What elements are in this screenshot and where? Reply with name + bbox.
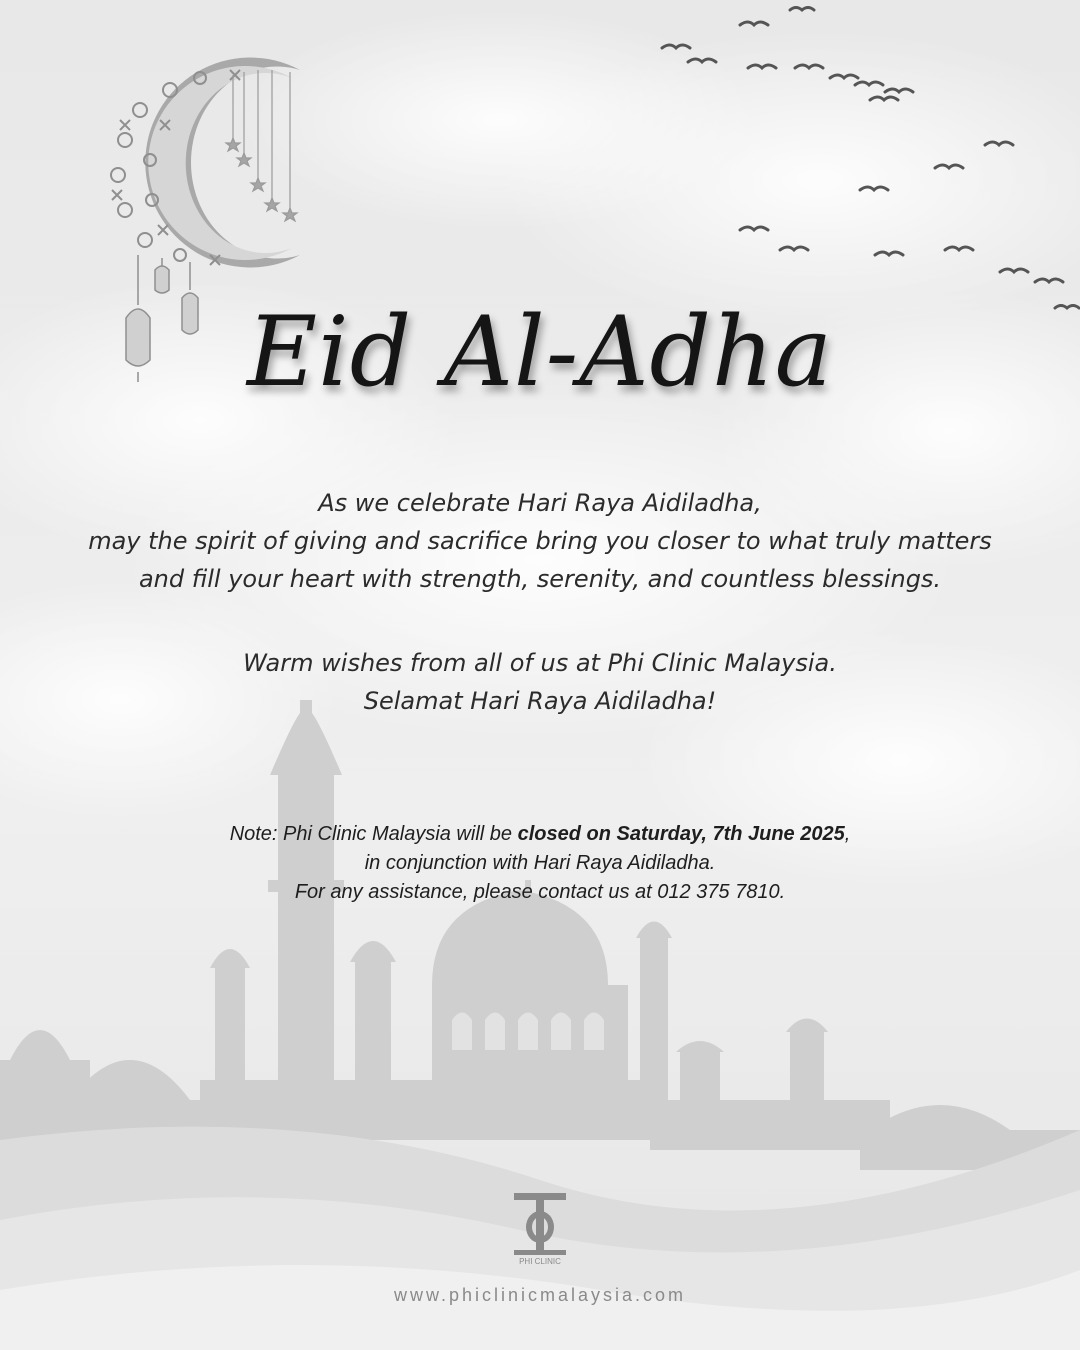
note-prefix: Note: Phi Clinic Malaysia will be [229, 823, 518, 845]
message-line: Warm wishes from all of us at Phi Clinic Malaysia. [243, 649, 837, 677]
message-line: may the spirit of giving and sacrifice bring you closer to what truly matters [88, 527, 992, 555]
logo-text: PHI CLINIC [519, 1257, 561, 1266]
website-link[interactable]: www.phiclinicmalaysia.com [393, 1285, 687, 1305]
phi-clinic-logo-icon [512, 1193, 568, 1267]
note-line: For any assistance, please contact us at 012 375 7810. [294, 881, 786, 903]
note-line: in conjunction with Hari Raya Aidiladha. [364, 852, 716, 874]
note-closed-date: closed on Saturday, 7th June 2025 [517, 823, 845, 845]
page-title: Eid Al-Adha [246, 296, 834, 408]
note-line [40, 820, 1040, 849]
message-line: Selamat Hari Raya Aidiladha! [363, 687, 717, 715]
message-line: and fill your heart with strength, serenity, and countless blessings. [138, 565, 942, 593]
closure-note [40, 820, 1040, 907]
message-line: As we celebrate Hari Raya Aidiladha, [318, 489, 762, 517]
greeting-message [40, 484, 1040, 598]
wishes-message [40, 644, 1040, 720]
note-suffix: , [844, 823, 851, 845]
